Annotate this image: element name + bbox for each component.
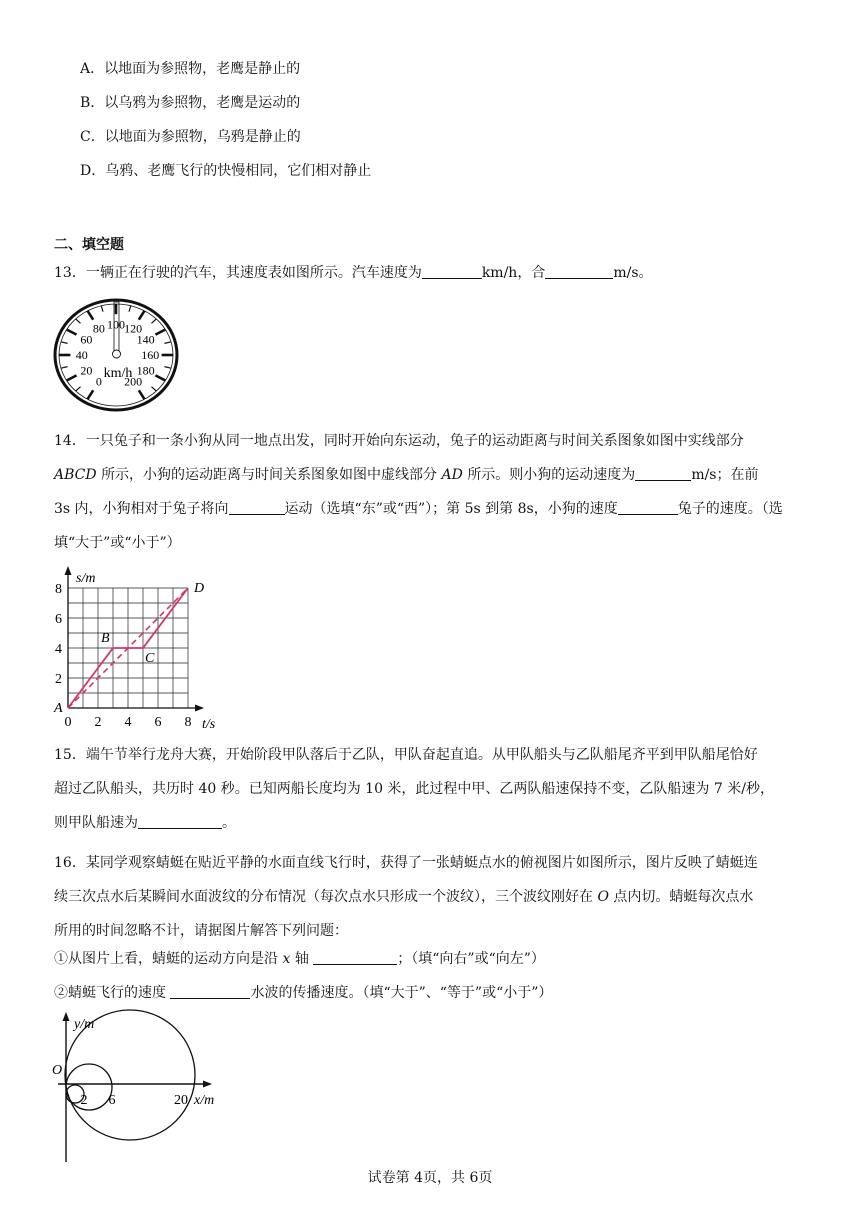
q15-text-3b: 。 bbox=[222, 815, 236, 831]
gauge-tick-label: 60 bbox=[80, 332, 93, 347]
point-label-a: A bbox=[54, 701, 63, 716]
q13-blank-2[interactable] bbox=[545, 263, 613, 279]
q14-blank-2[interactable] bbox=[229, 499, 285, 515]
q16-text-4a: ①从图片上看，蜻蜓的运动方向是沿 bbox=[54, 951, 278, 967]
gauge-tick bbox=[139, 311, 145, 320]
x-axis-label: t/s bbox=[202, 717, 216, 732]
q16-text-5a: ②蜻蜓飞行的速度 bbox=[54, 985, 166, 1001]
y-axis-arrow-icon bbox=[65, 566, 72, 575]
x-axis-arrow-icon bbox=[195, 705, 204, 712]
gauge-unit: km/h bbox=[103, 366, 133, 381]
q13-blank-1[interactable] bbox=[422, 263, 482, 279]
q13-text-1: 13．一辆正在行驶的汽车，其速度表如图所示。汽车速度为 bbox=[54, 265, 422, 281]
question-13 bbox=[54, 263, 653, 283]
gauge-tick bbox=[88, 390, 94, 399]
gauge-tick bbox=[155, 375, 165, 380]
gauge-tick-label: 200 bbox=[124, 374, 143, 389]
y-axis-label: y/m bbox=[74, 1017, 95, 1032]
question-15-line-2: 超过乙队船头，共历时 40 秒。已知两船长度均为 10 米，此过程中甲、乙两队船速保持不变，乙队船速为 7 米/秒， bbox=[54, 781, 774, 797]
question-14-line-2 bbox=[54, 465, 759, 485]
point-label-b: B bbox=[101, 631, 110, 646]
gauge-tick bbox=[67, 330, 77, 335]
origin-label: O bbox=[52, 1063, 63, 1078]
q15-blank[interactable] bbox=[138, 813, 222, 829]
gauge-tick bbox=[155, 330, 165, 335]
distance-time-graph bbox=[50, 566, 230, 732]
q14-text-3a: 3s 内，小狗相对于兔子将向 bbox=[54, 501, 229, 517]
q15-text-3a: 则甲队船速为 bbox=[54, 815, 138, 831]
question-16-line-1: 16．某同学观察蜻蜓在贴近平静的水面直线飞行时，获得了一张蜻蜓点水的俯视图片如图所示，图片反映了蜻蜓连 bbox=[54, 855, 758, 871]
q16-text-4d: ；（填“向右”或“向左”） bbox=[397, 951, 545, 967]
gauge-tick-label: 80 bbox=[92, 321, 105, 336]
x-tick-label: 4 bbox=[124, 715, 132, 730]
y-axis-label: s/m bbox=[76, 571, 96, 586]
gauge-tick bbox=[76, 319, 81, 323]
q14-text-2e: m/s；在前 bbox=[691, 467, 759, 483]
q16-text-5b: 水波的传播速度。（填“大于”、“等于”或“小于”） bbox=[250, 985, 553, 1001]
ripple-medium bbox=[66, 1064, 112, 1110]
point-label-c: C bbox=[145, 651, 155, 666]
question-16-line-3: 所用的时间忽略不计，请据图片解答下列问题： bbox=[54, 923, 348, 939]
gauge-tick bbox=[151, 387, 156, 391]
q14-blank-3[interactable] bbox=[618, 499, 678, 515]
q16-text-4c: 轴 bbox=[294, 951, 309, 967]
speedometer-figure bbox=[50, 296, 184, 414]
q14-label-abcd: ABCD bbox=[54, 467, 97, 483]
option-d: D．乌鸦、老鹰飞行的快慢相同，它们相对静止 bbox=[80, 163, 372, 179]
gauge-tick-label: 100 bbox=[107, 317, 125, 332]
y-tick-label: 2 bbox=[55, 672, 62, 687]
q14-text-2d: 所示。则小狗的运动速度为 bbox=[467, 467, 636, 483]
gauge-tick bbox=[164, 367, 171, 369]
gauge-tick bbox=[76, 387, 81, 391]
x-axis-arrow-icon bbox=[203, 1081, 212, 1088]
gauge-tick bbox=[67, 375, 77, 380]
q16-label-o: O bbox=[597, 889, 609, 905]
x-tick-label: 2 bbox=[94, 715, 102, 730]
option-a: A．以地面为参照物，老鹰是静止的 bbox=[80, 61, 301, 77]
gauge-tick-label: 120 bbox=[124, 321, 143, 336]
y-axis-arrow-icon bbox=[63, 1012, 70, 1021]
q16-blank-2[interactable] bbox=[170, 983, 250, 999]
x-tick-6: 6 bbox=[108, 1093, 116, 1108]
gauge-tick-label: 20 bbox=[80, 363, 93, 378]
x-tick-label: 6 bbox=[154, 715, 162, 730]
question-14-line-1: 14．一只兔子和一条小狗从同一地点出发，同时开始向东运动，兔子的运动距离与时间关系图象如图中实线部分 bbox=[54, 433, 744, 449]
gauge-hub bbox=[113, 350, 121, 358]
gauge-tick bbox=[61, 342, 68, 344]
gauge-tick bbox=[164, 342, 171, 344]
gauge-tick bbox=[139, 390, 145, 399]
question-14-line-4: 填“大于”或“小于”） bbox=[54, 535, 181, 551]
q14-text-3b: 运动（选填“东”或“西”）；第 5s 到第 8s，小狗的速度 bbox=[284, 501, 618, 517]
q13-text-3: m/s。 bbox=[613, 265, 653, 281]
page-footer: 试卷第 4页，共 6页 bbox=[367, 1170, 493, 1186]
q13-text-2: km/h，合 bbox=[481, 265, 546, 281]
y-tick-label: 6 bbox=[55, 612, 62, 627]
gauge-tick-label: 40 bbox=[75, 348, 88, 362]
x-tick-label: 0 bbox=[64, 715, 72, 730]
water-ripples-figure bbox=[48, 1012, 238, 1167]
q16-label-x: x bbox=[282, 951, 291, 967]
gauge-tick bbox=[61, 367, 68, 369]
question-16-line-5 bbox=[54, 983, 552, 1003]
x-tick-20: 20 bbox=[174, 1093, 188, 1108]
q14-text-2b: 所示，小狗的运动距离与时间关系图象如图中虚线部分 bbox=[101, 467, 438, 483]
q14-label-ad: AD bbox=[441, 467, 463, 483]
section-title: 二、填空题 bbox=[54, 237, 124, 253]
gauge-tick-label: 140 bbox=[136, 332, 155, 347]
point-label-d: D bbox=[194, 581, 205, 596]
q16-blank-1[interactable] bbox=[313, 949, 397, 965]
question-16-line-2 bbox=[54, 887, 753, 907]
q16-text-2c: 点内切。蜻蜓每次点水 bbox=[613, 889, 754, 905]
question-15-line-3 bbox=[54, 813, 236, 833]
question-16-line-4 bbox=[54, 949, 545, 969]
option-b: B．以乌鸦为参照物，老鹰是运动的 bbox=[80, 95, 301, 111]
q16-text-2a: 续三次点水后某瞬间水面波纹的分布情况（每次点水只形成一个波纹），三个波纹刚好在 bbox=[54, 889, 593, 905]
q14-blank-1[interactable] bbox=[635, 465, 691, 481]
gauge-tick-label: 180 bbox=[136, 363, 155, 378]
gauge-tick-label: 0 bbox=[95, 374, 102, 389]
gauge-tick-label: 160 bbox=[141, 348, 160, 362]
gauge-tick bbox=[101, 306, 103, 312]
x-tick-2: 2 bbox=[80, 1093, 88, 1108]
gauge-tick bbox=[88, 311, 94, 320]
gauge-tick bbox=[151, 319, 156, 323]
x-axis-label: x/m bbox=[194, 1093, 215, 1108]
y-tick-label: 8 bbox=[55, 582, 62, 597]
x-tick-label: 8 bbox=[184, 715, 192, 730]
question-14-line-3 bbox=[54, 499, 783, 519]
gauge-tick bbox=[129, 306, 131, 312]
option-c: C．以地面为参照物，乌鸦是静止的 bbox=[80, 129, 301, 145]
y-tick-label: 4 bbox=[55, 642, 62, 657]
q14-text-3c: 兔子的速度。（选 bbox=[677, 501, 783, 517]
question-15-line-1: 15．端午节举行龙舟大赛，开始阶段甲队落后于乙队，甲队奋起直追。从甲队船头与乙队船尾齐平到甲队船尾恰好 bbox=[54, 747, 758, 763]
